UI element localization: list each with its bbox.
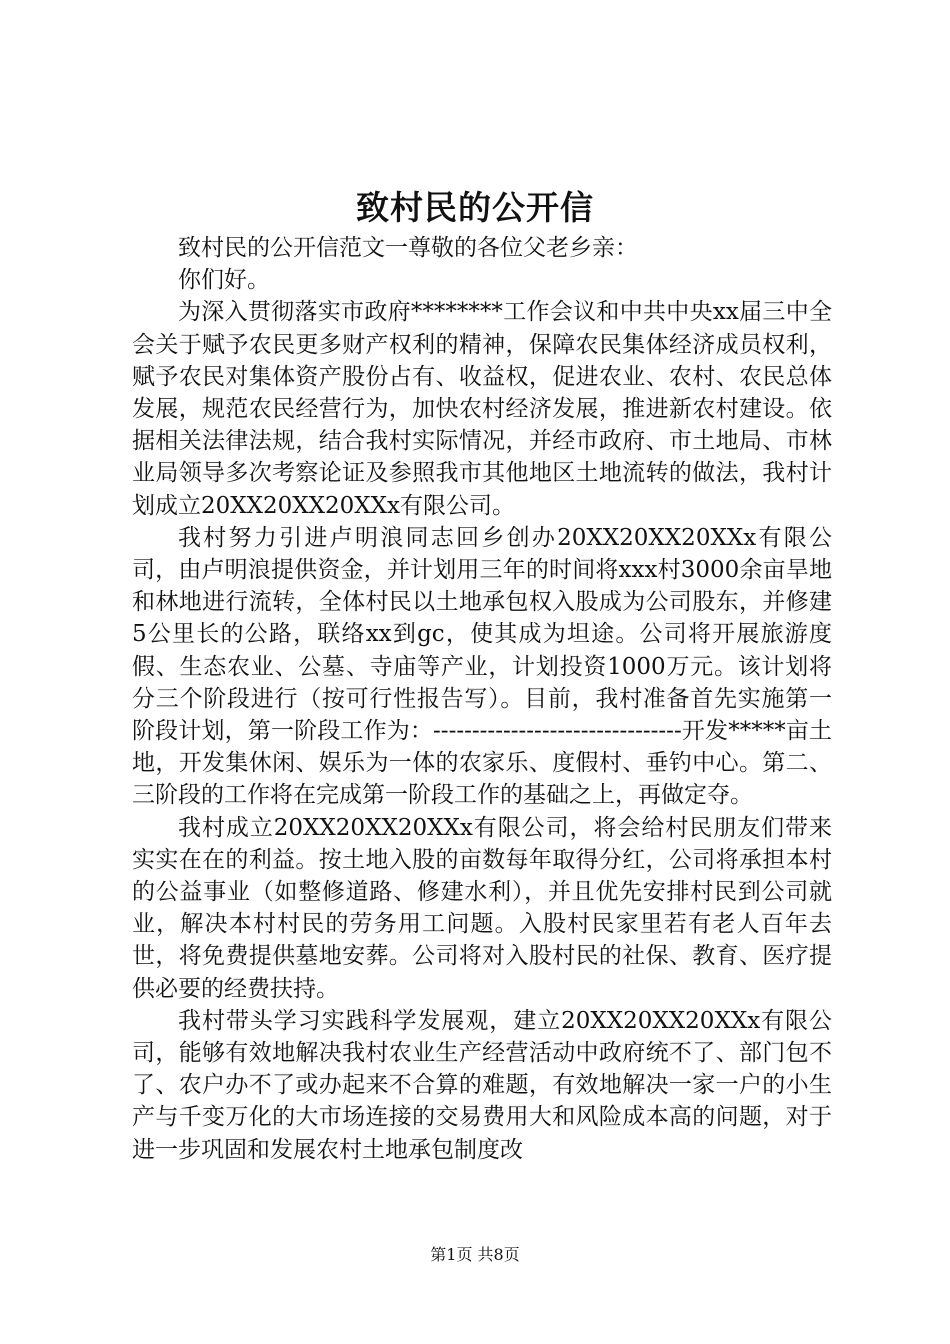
paragraph-salutation: 致村民的公开信范文一尊敬的各位父老乡亲： bbox=[178, 235, 638, 261]
paragraph-development: 我村带头学习实践科学发展观，建立20XX20XX20XXx有限公司，能够有效地解决我村农业生产经营活动中政府统不了、部门包不了、农户办不了或办起来不合算的难题，有效地解决一家一户的小生产与千变万化的大市场连接的交易费用大和风险成本高的问题，对于进一步巩固和发展农村土地承包制度改 bbox=[132, 1007, 832, 1163]
document-title: 致村民的公开信 bbox=[356, 188, 594, 227]
paragraph-benefits: 我村成立20XX20XX20XXx有限公司，将会给村民朋友们带来实实在在的利益。按土地入股的亩数每年取得分红，公司将承担本村的公益事业（如整修道路、修建水利），并且优先安排村民到公司就业，解决本村村民的劳务用工问题。入股村民家里若有老人百年去世，将免费提供墓地安葬。公司将对入股村民的社保、教育、医疗提供必要的经费扶持。 bbox=[132, 814, 832, 1002]
paragraph-plan: 我村努力引进卢明浪同志回乡创办20XX20XX20XXx有限公司，由卢明浪提供资金，并计划用三年的时间将xxx村3000余亩旱地和林地进行流转，全体村民以土地承包权入股成为公司股东，并修建5公里长的公路，联络xx到gc，使其成为坦途。公司将开展旅游度假、生态农业、公墓、寺庙等产业，计划投资1000万元。该计划将分三个阶段进行（按可行性报告写）。目前，我村准备首先实施第一阶段计划，第一阶段工作为：--------------------------------开发*****亩土地，开发集休闲、娱乐为一体的农家乐、度假村、垂钓中心。第二、三阶段的工作将在完成第一阶段工作的基础之上，再做定夺。 bbox=[132, 524, 832, 809]
paragraph-greeting: 你们好。 bbox=[178, 267, 270, 294]
page-number-footer: 第1页 共8页 bbox=[430, 1245, 520, 1264]
document-body bbox=[132, 232, 832, 1166]
paragraph-purpose: 为深入贯彻落实市政府********工作会议和中共中央xx届三中全会关于赋予农民更多财产权利的精神，保障农民集体经济成员权利，赋予农民对集体资产股份占有、收益权，促进农业、农村、农民总体发展，规范农民经营行为，加快农村经济发展，推进新农村建设。依据相关法律法规，结合我村实际情况，并经市政府、市土地局、市林业局领导多次考察论证及参照我市其他地区土地流转的做法，我村计划成立20XX20XX20XXx有限公司。 bbox=[132, 299, 832, 519]
